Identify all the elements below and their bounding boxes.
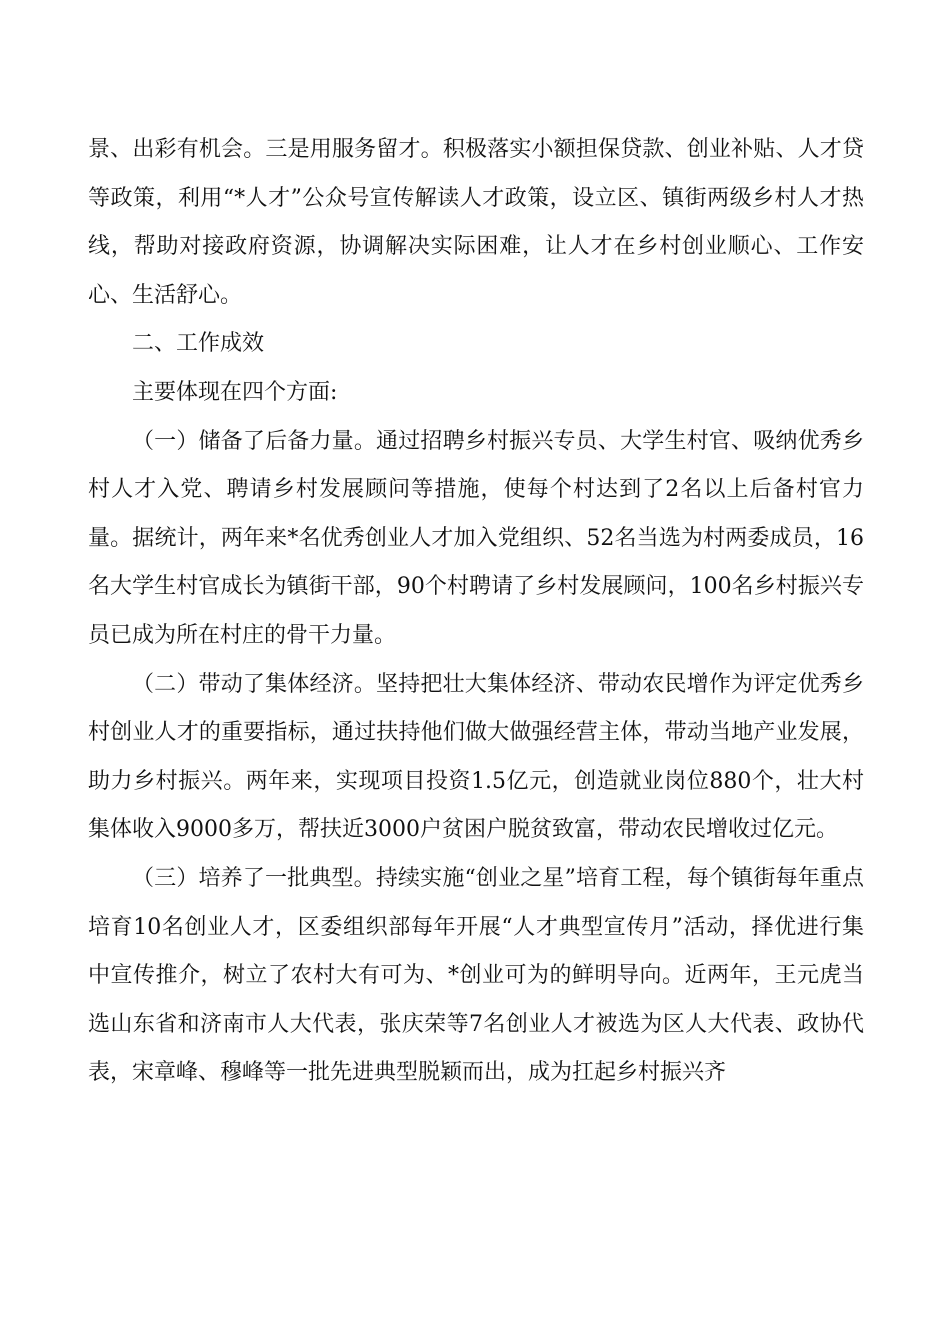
paragraph-continued: 景、出彩有机会。三是用服务留才。积极落实小额担保贷款、创业补贴、人才贷等政策，利用“*人才”公众号宣传解读人才政策，设立区、镇街两级乡村人才热线，帮助对接政府资源，协调解决实际困难，让人才在乡村创业顺心、工作安心、生活舒心。 (88, 137, 864, 308)
paragraph-reserve-force: （一）储备了后备力量。通过招聘乡村振兴专员、大学生村官、吸纳优秀乡村人才入党、聘请乡村发展顾问等措施，使每个村达到了2名以上后备村官力量。据统计，两年来*名优秀创业人才加入党组织、52名当选为村两委成员，16名大学生村官成长为镇街干部，90个村聘请了乡村发展顾问，100名乡村振兴专员已成为所在村庄的骨干力量。 (88, 428, 864, 648)
paragraph-typical-models: （三）培养了一批典型。持续实施“创业之星”培育工程，每个镇街每年重点培育10名创业人才，区委组织部每年开展“人才典型宣传月”活动，择优进行集中宣传推介，树立了农村大有可为、*创业可为的鲜明导向。近两年，王元虎当选山东省和济南市人大代表，张庆荣等7名创业人才被选为区人大代表、政协代表，宋章峰、穆峰等一批先进典型脱颖而出，成为扛起乡村振兴齐 (88, 865, 864, 1086)
section-heading-work-results: 二、工作成效 (132, 331, 265, 357)
paragraph-collective-economy: （二）带动了集体经济。坚持把壮大集体经济、带动农民增作为评定优秀乡村创业人才的重要指标，通过扶持他们做大做强经营主体，带动当地产业发展，助力乡村振兴。两年来，实现项目投资1.5亿元，创造就业岗位880个，壮大村集体收入9000多万，帮扶近3000户贫困户脱贫致富，带动农民增收过亿元。 (88, 671, 864, 843)
paragraph-intro: 主要体现在四个方面: (132, 379, 338, 405)
document-body (88, 126, 864, 1098)
